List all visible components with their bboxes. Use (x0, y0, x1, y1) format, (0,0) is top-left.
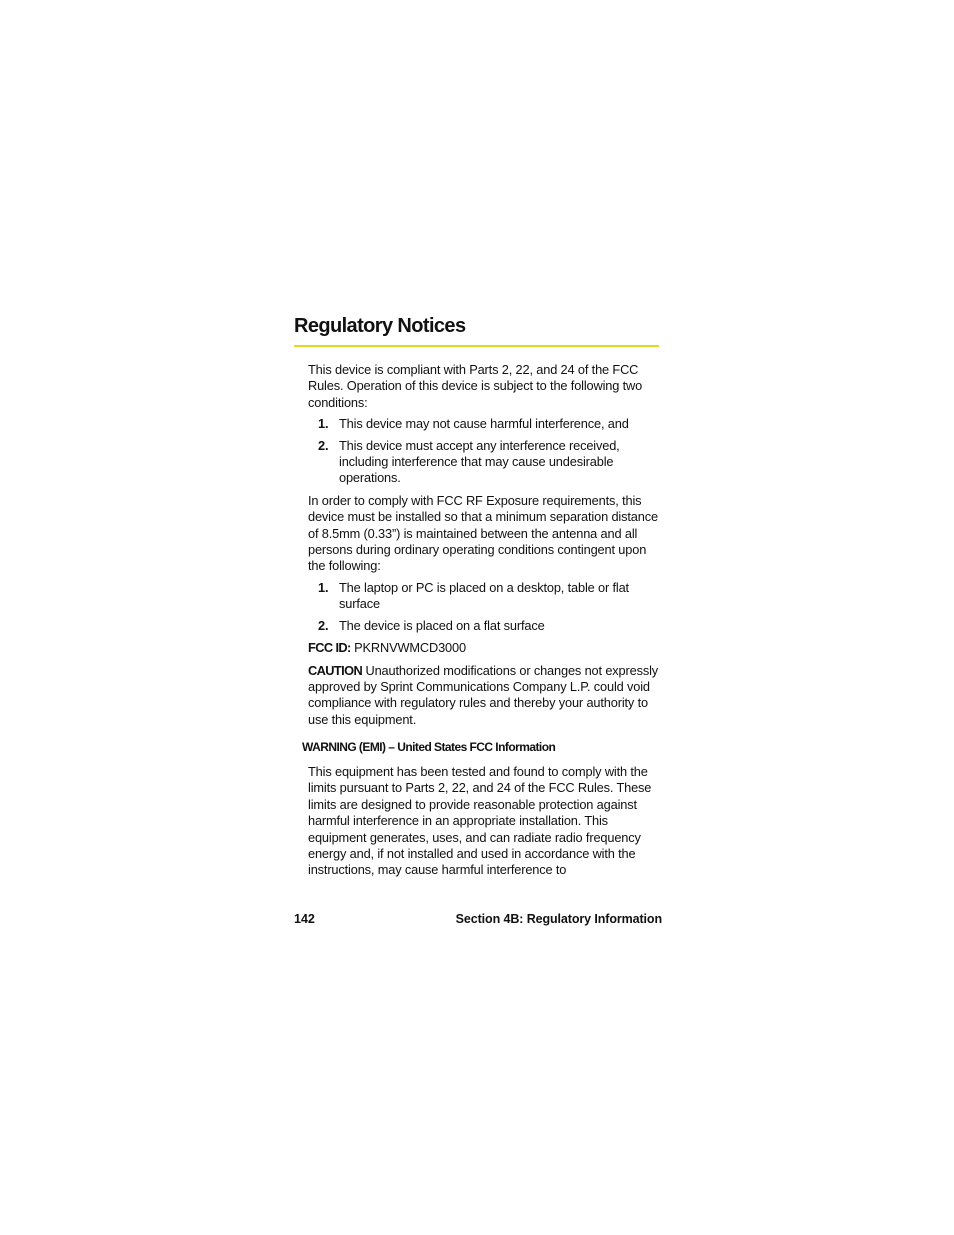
list-number: 2. (318, 617, 329, 633)
caution-text: Unauthorized modifications or changes not expressly approved by Sprint Communications Company L.P. could void compliance with regulatory rules and thereby your authority to use this equipment. (308, 662, 659, 727)
warning-heading: WARNING (EMI) – United States FCC Information (302, 740, 556, 754)
page-title: Regulatory Notices (294, 315, 466, 337)
rf-exposure-paragraph: In order to comply with FCC RF Exposure requirements, this device must be installed so that a minimum separation distance of 8.5mm (0.33”) is maintained between the antenna and all persons during ordinary operating conditions contingent upon the following: (308, 492, 658, 574)
list-number: 1. (318, 579, 329, 595)
list-item (308, 416, 660, 432)
list-item (308, 438, 660, 487)
list-text: This device may not cause harmful interference, and (339, 416, 629, 432)
fcc-id-line (308, 640, 660, 656)
list-text: The device is placed on a flat surface (339, 617, 545, 633)
list-number: 1. (318, 416, 329, 432)
list-item (308, 618, 660, 634)
section-title: Section 4B: Regulatory Information (455, 912, 662, 926)
warning-content (308, 764, 660, 879)
conditions-list (308, 416, 660, 487)
fcc-id-label: FCC ID: (308, 640, 351, 656)
intro-paragraph: This device is compliant with Parts 2, 22, and 24 of the FCC Rules. Operation of this device is subject to the following two conditions: (308, 362, 643, 410)
title-underline (294, 345, 659, 347)
rf-conditions-list (308, 580, 660, 634)
list-number: 2. (318, 437, 329, 453)
caution-paragraph (308, 663, 660, 729)
main-content (308, 362, 660, 728)
caution-label: CAUTION (308, 662, 363, 678)
warning-paragraph: This equipment has been tested and found to comply with the limits pursuant to Parts 2, 22, and 24 of the FCC Rules. These limits are designed to provide reasonable protection against harmful interference in an appropriate installation. This equipment generates, uses, and can radiate radio frequency energy and, if not installed and used in accordance with the instructions, may cause harmful interference to (308, 764, 652, 878)
list-text: The laptop or PC is placed on a desktop, table or flat surface (339, 579, 629, 612)
list-text: This device must accept any interference received, including interference that may cause undesirable operations. (339, 437, 620, 486)
list-item (308, 580, 660, 613)
fcc-id-value: PKRNVWMCD3000 (350, 640, 466, 656)
page-number: 142 (294, 912, 315, 926)
